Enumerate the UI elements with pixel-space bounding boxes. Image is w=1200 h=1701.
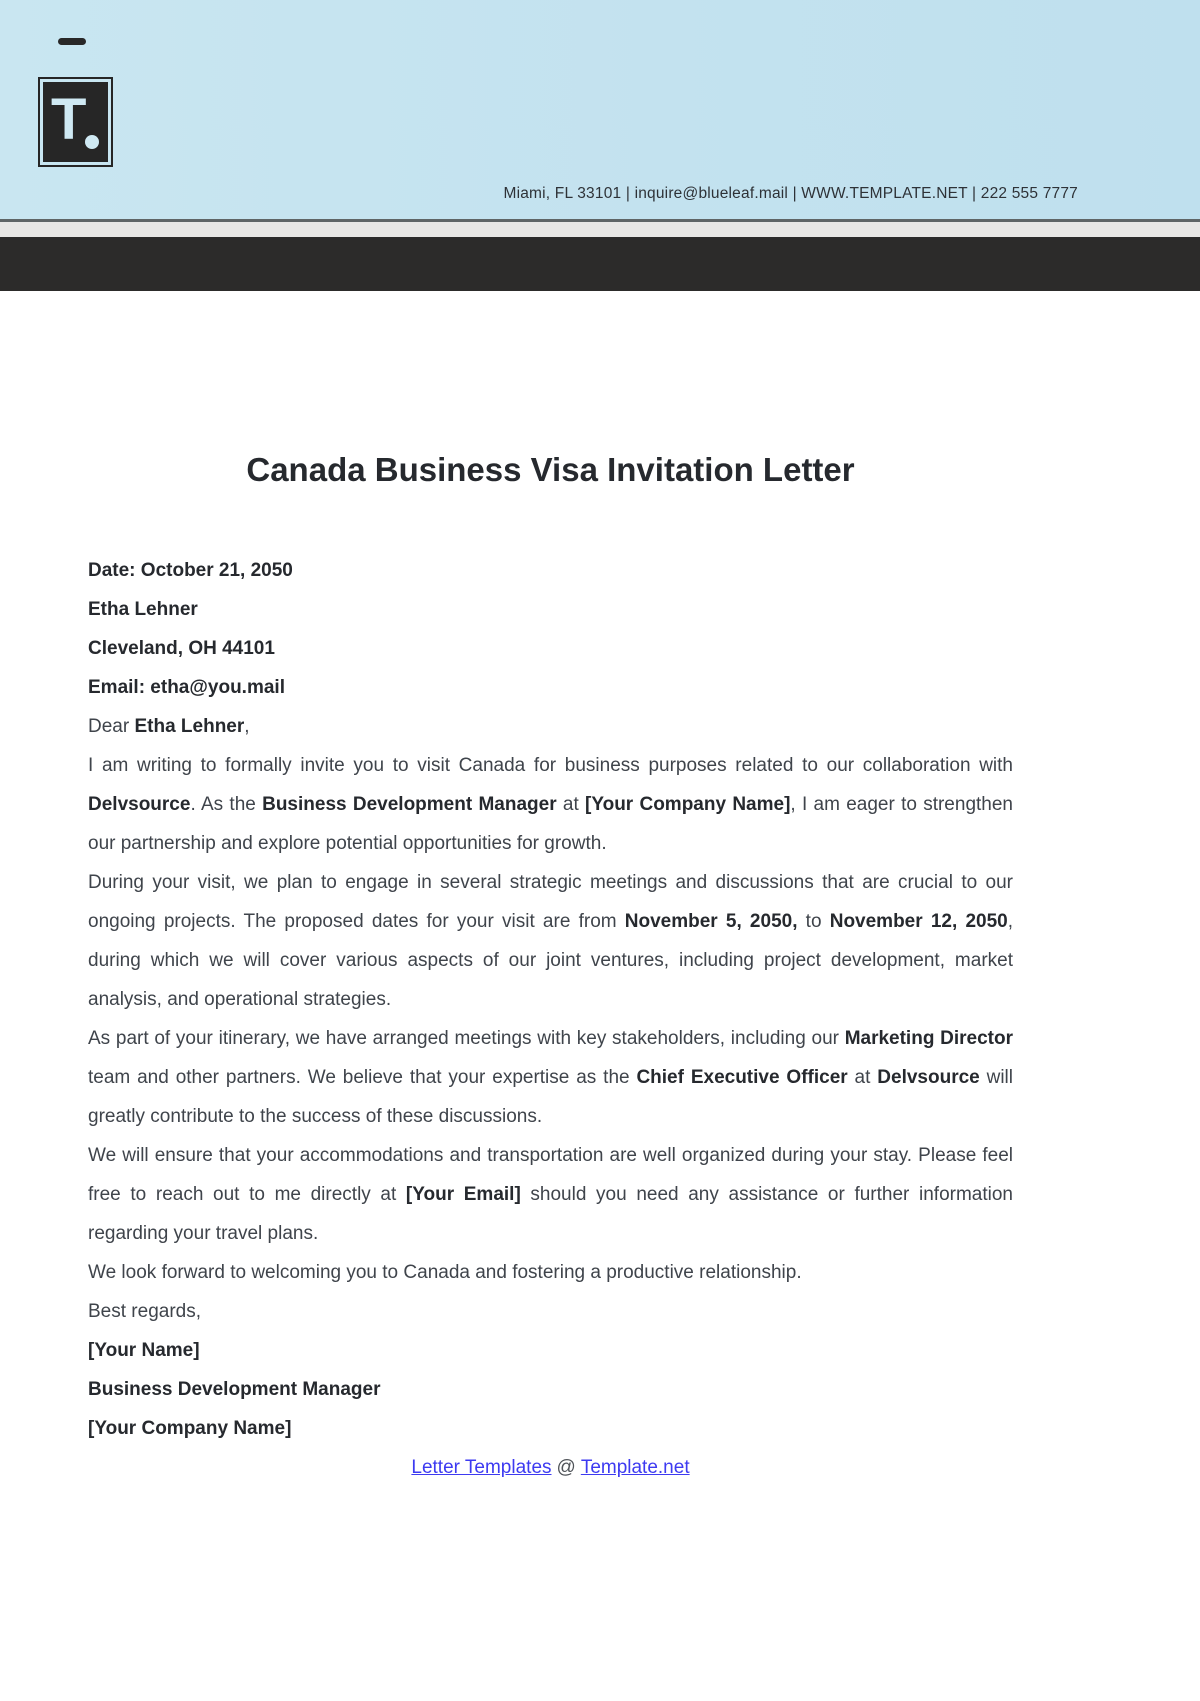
template-net-logo: [38, 77, 113, 167]
letter-content: [0, 449, 1200, 1487]
dash-icon: [58, 38, 86, 45]
letterhead-header: [0, 0, 1200, 219]
bold-text-segment: Email: etha@you.mail: [88, 677, 285, 698]
text-segment: should you need any assistance or further information regarding your travel plans.: [88, 1184, 1013, 1244]
letter-paragraph: [88, 629, 1013, 668]
bold-text-segment: [Your Company Name]: [88, 1418, 292, 1439]
letter-paragraph: [88, 1370, 1013, 1409]
bold-text-segment: [Your Name]: [88, 1340, 200, 1361]
letter-paragraph: [88, 746, 1013, 863]
bold-text-segment: November 12, 2050: [829, 911, 1008, 932]
text-segment: I am writing to formally invite you to visit Canada for business purposes related to our collaboration with: [88, 755, 1013, 776]
text-segment: at: [556, 794, 585, 815]
template-net-link[interactable]: Template.net: [580, 1457, 690, 1478]
text-segment: Best regards,: [88, 1301, 201, 1322]
letter-paragraph: [88, 707, 1013, 746]
text-segment: ,: [244, 716, 250, 737]
gray-strip: [0, 222, 1200, 237]
text-segment: at: [847, 1067, 878, 1088]
text-segment: team and other partners. We believe that your expertise as the: [88, 1067, 637, 1088]
bold-text-segment: Marketing Director: [844, 1028, 1014, 1049]
bold-text-segment: Date: October 21, 2050: [88, 560, 293, 581]
letter-paragraph: [88, 668, 1013, 707]
letter-paragraph: [88, 551, 1013, 590]
contact-info-line: Miami, FL 33101 | inquire@blueleaf.mail | WWW.TEMPLATE.NET | 222 555 7777: [503, 185, 1078, 202]
letter-templates-link[interactable]: Letter Templates: [411, 1457, 552, 1478]
footer-credit-line: [88, 1448, 1013, 1487]
logo-square: [43, 82, 108, 162]
bold-text-segment: Business Development Manager: [262, 794, 557, 815]
letter-paragraph: [88, 1253, 1013, 1292]
bold-text-segment: Business Development Manager: [88, 1379, 381, 1400]
letter-paragraph: [88, 1136, 1013, 1253]
text-segment: , during which we will cover various aspects of our joint ventures, including project development, market analysis, and operational strategies.: [88, 911, 1013, 1010]
text-segment: Dear: [88, 716, 135, 737]
bold-text-segment: Cleveland, OH 44101: [88, 638, 275, 659]
bold-text-segment: Chief Executive Officer: [636, 1067, 848, 1088]
letter-paragraph: [88, 590, 1013, 629]
letter-paragraph: [88, 1019, 1013, 1136]
logo-letter: T: [51, 87, 85, 152]
letter-body: [88, 551, 1013, 1448]
bold-text-segment: November 5, 2050,: [624, 911, 798, 932]
letter-paragraph: [88, 863, 1013, 1019]
bold-text-segment: Etha Lehner: [88, 599, 198, 620]
page-title: Canada Business Visa Invitation Letter: [246, 451, 855, 488]
letter-paragraph: [88, 1409, 1013, 1448]
text-segment: , I am eager to strengthen our partnership and explore potential opportunities for growth.: [88, 794, 1013, 854]
dark-band: [0, 237, 1200, 291]
bold-text-segment: Etha Lehner: [134, 716, 245, 737]
bold-text-segment: [Your Company Name]: [585, 794, 791, 815]
text-segment: to: [797, 911, 830, 932]
logo-dot-icon: [85, 135, 99, 149]
bold-text-segment: [Your Email]: [405, 1184, 521, 1205]
letter-paragraph: [88, 1331, 1013, 1370]
text-segment: will greatly contribute to the success of these discussions.: [88, 1067, 1013, 1127]
letter-paragraph: [88, 1292, 1013, 1331]
text-segment: . As the: [190, 794, 263, 815]
text-segment: We will ensure that your accommodations and transportation are well organized during your stay. Please feel free to reach out to me directly at: [88, 1145, 1013, 1205]
text-segment: We look forward to welcoming you to Canada and fostering a productive relationship.: [88, 1262, 802, 1283]
text-segment: As part of your itinerary, we have arranged meetings with key stakeholders, including our: [88, 1028, 845, 1049]
footer-separator: @: [556, 1457, 576, 1478]
text-segment: During your visit, we plan to engage in several strategic meetings and discussions that are crucial to our ongoing projects. The proposed dates for your visit are from: [88, 872, 1013, 932]
bold-text-segment: Delvsource: [877, 1067, 980, 1088]
bold-text-segment: Delvsource: [88, 794, 191, 815]
